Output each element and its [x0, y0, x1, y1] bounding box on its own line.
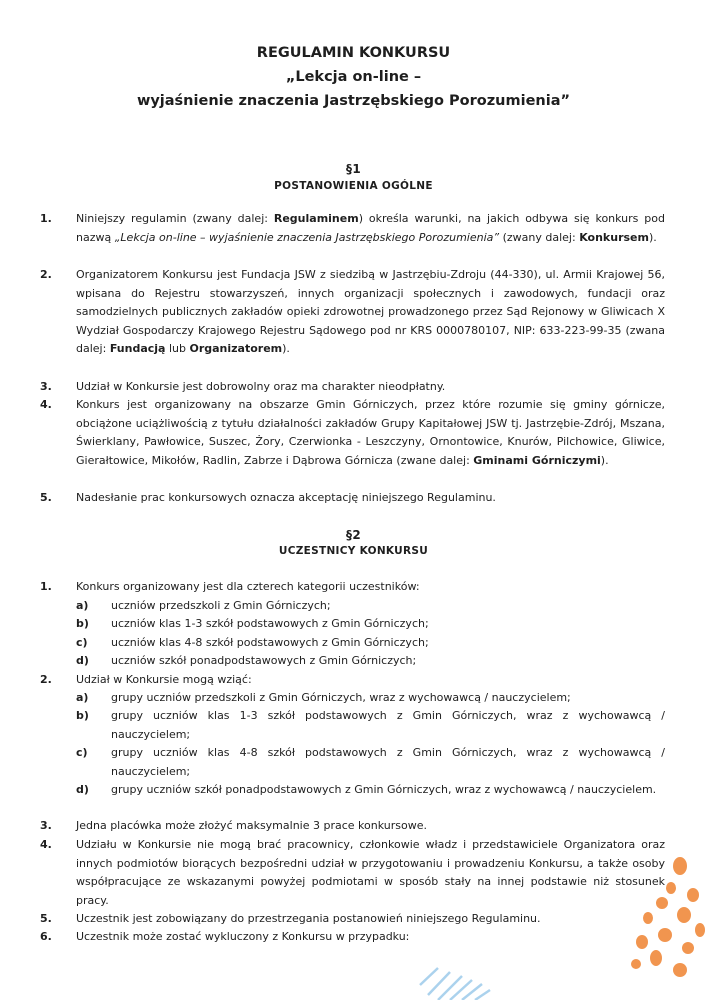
- item-text: Uczestnik jest zobowiązany do przestrzegania postanowień niniejszego Regulaminu.: [76, 912, 541, 925]
- item-text: Udziału w Konkursie nie mogą brać pracownicy, członkowie władz i przedstawiciele Organizatora oraz innych podmiotów biorących bezpośredni udział w przygotowaniu i prowadzeniu Konkursu, a także osoby współpracujące ze wskazanymi powyżej podmiotami w sposób stały na innej podstawie niż stosunek pracy.: [76, 838, 665, 907]
- item-text: Udział w Konkursie mogą wziąć:: [76, 673, 252, 686]
- section2-title: UCZESTNICY KONKURSU: [278, 545, 429, 557]
- item-number: 1.: [40, 580, 52, 593]
- sub-item-letter: d): [76, 654, 89, 667]
- sub-item-text: uczniów klas 1-3 szkół podstawowych z Gmin Górniczych;: [111, 617, 429, 630]
- sub-item-letter: a): [76, 691, 89, 704]
- item-number: 2.: [40, 673, 52, 686]
- item-text: Jedna placówka może złożyć maksymalnie 3 prace konkursowe.: [76, 819, 427, 832]
- sub-item-text: grupy uczniów szkół ponadpodstawowych z Gmin Górniczych, wraz z wychowawcą / nauczycielem.: [111, 783, 657, 796]
- section2-number: §2: [346, 528, 361, 542]
- item-number: 4.: [40, 838, 52, 851]
- document-title-line3: wyjaśnienie znaczenia Jastrzębskiego Porozumienia”: [136, 93, 571, 109]
- item-text: Konkurs jest organizowany na obszarze Gmin Górniczych, przez które rozumie się gminy górnicze, obciążone uciążliwością z tytułu działalności zakładów Grupy Kapitałowej JSW tj. Jastrzębie-Zdrój, Mszana, Świerklany, Pawłowice, Suszec, Żory, Czerwionka - Leszczyny, Ornontowice, Knurów, Pilchowice, Gliwice, Gierałtowice, Mikołów, Radlin, Zabrze i Dąbrowa Górnicza (zwane dalej: Gminami Górniczymi).: [76, 398, 665, 467]
- item-text: Uczestnik może zostać wykluczony z Konkursu w przypadku:: [76, 930, 410, 943]
- item-number: 5.: [40, 491, 52, 504]
- item-number: 6.: [40, 930, 52, 943]
- item-number: 3.: [40, 819, 52, 832]
- sub-item-text: uczniów szkół ponadpodstawowych z Gmin Górniczych;: [111, 654, 417, 667]
- sub-item-letter: b): [76, 617, 89, 630]
- item-number: 4.: [40, 398, 52, 411]
- sub-item-letter: c): [76, 636, 88, 649]
- sub-item-text: uczniów przedszkoli z Gmin Górniczych;: [111, 599, 331, 612]
- item-text: Nadesłanie prac konkursowych oznacza akceptację niniejszego Regulaminu.: [76, 491, 496, 504]
- sub-item-text: uczniów klas 4-8 szkół podstawowych z Gmin Górniczych;: [111, 636, 429, 649]
- item-text: Udział w Konkursie jest dobrowolny oraz ma charakter nieodpłatny.: [76, 380, 446, 393]
- item-number: 2.: [40, 268, 52, 281]
- document-title-line1: REGULAMIN KONKURSU: [256, 45, 451, 61]
- sub-item-letter: d): [76, 783, 89, 796]
- item-number: 5.: [40, 912, 52, 925]
- sub-item-text: grupy uczniów przedszkoli z Gmin Górniczych, wraz z wychowawcą / nauczycielem;: [111, 691, 571, 704]
- document-title-line2: „Lekcja on-line –: [285, 69, 422, 85]
- sub-item-text: grupy uczniów klas 4-8 szkół podstawowych z Gmin Górniczych, wraz z wychowawcą / nauczycielem;: [111, 746, 665, 778]
- item-text: Niniejszy regulamin (zwany dalej: Regulaminem) określa warunki, na jakich odbywa się konkurs pod nazwą „Lekcja on-line – wyjaśnienie znaczenia Jastrzębskiego Porozumienia” (zwany dalej: Konkursem).: [76, 212, 665, 244]
- sub-item-letter: c): [76, 746, 88, 759]
- sub-item-letter: a): [76, 599, 89, 612]
- item-number: 1.: [40, 212, 52, 225]
- section1-number: §1: [346, 162, 361, 176]
- sub-item-text: grupy uczniów klas 1-3 szkół podstawowych z Gmin Górniczych, wraz z wychowawcą / nauczycielem;: [111, 709, 665, 741]
- item-text: Konkurs organizowany jest dla czterech kategorii uczestników:: [76, 580, 420, 593]
- item-text: Organizatorem Konkursu jest Fundacja JSW z siedzibą w Jastrzębiu-Zdroju (44-330), ul. Armii Krajowej 56, wpisana do Rejestru stowarzyszeń, innych organizacji społecznych i zawodowych, fundacji oraz samodzielnych publicznych zakładów opieki zdrowotnej prowadzonego przez Sąd Rejonowy w Gliwicach X Wydział Gospodarczy Krajowego Rejestru Sądowego pod nr KRS 0000780107, NIP: 633-223-99-35 (zwana dalej: Fundacją lub Organizatorem).: [76, 268, 665, 356]
- sub-item-letter: b): [76, 709, 89, 722]
- item-number: 3.: [40, 380, 52, 393]
- section1-title: POSTANOWIENIA OGÓLNE: [274, 180, 433, 192]
